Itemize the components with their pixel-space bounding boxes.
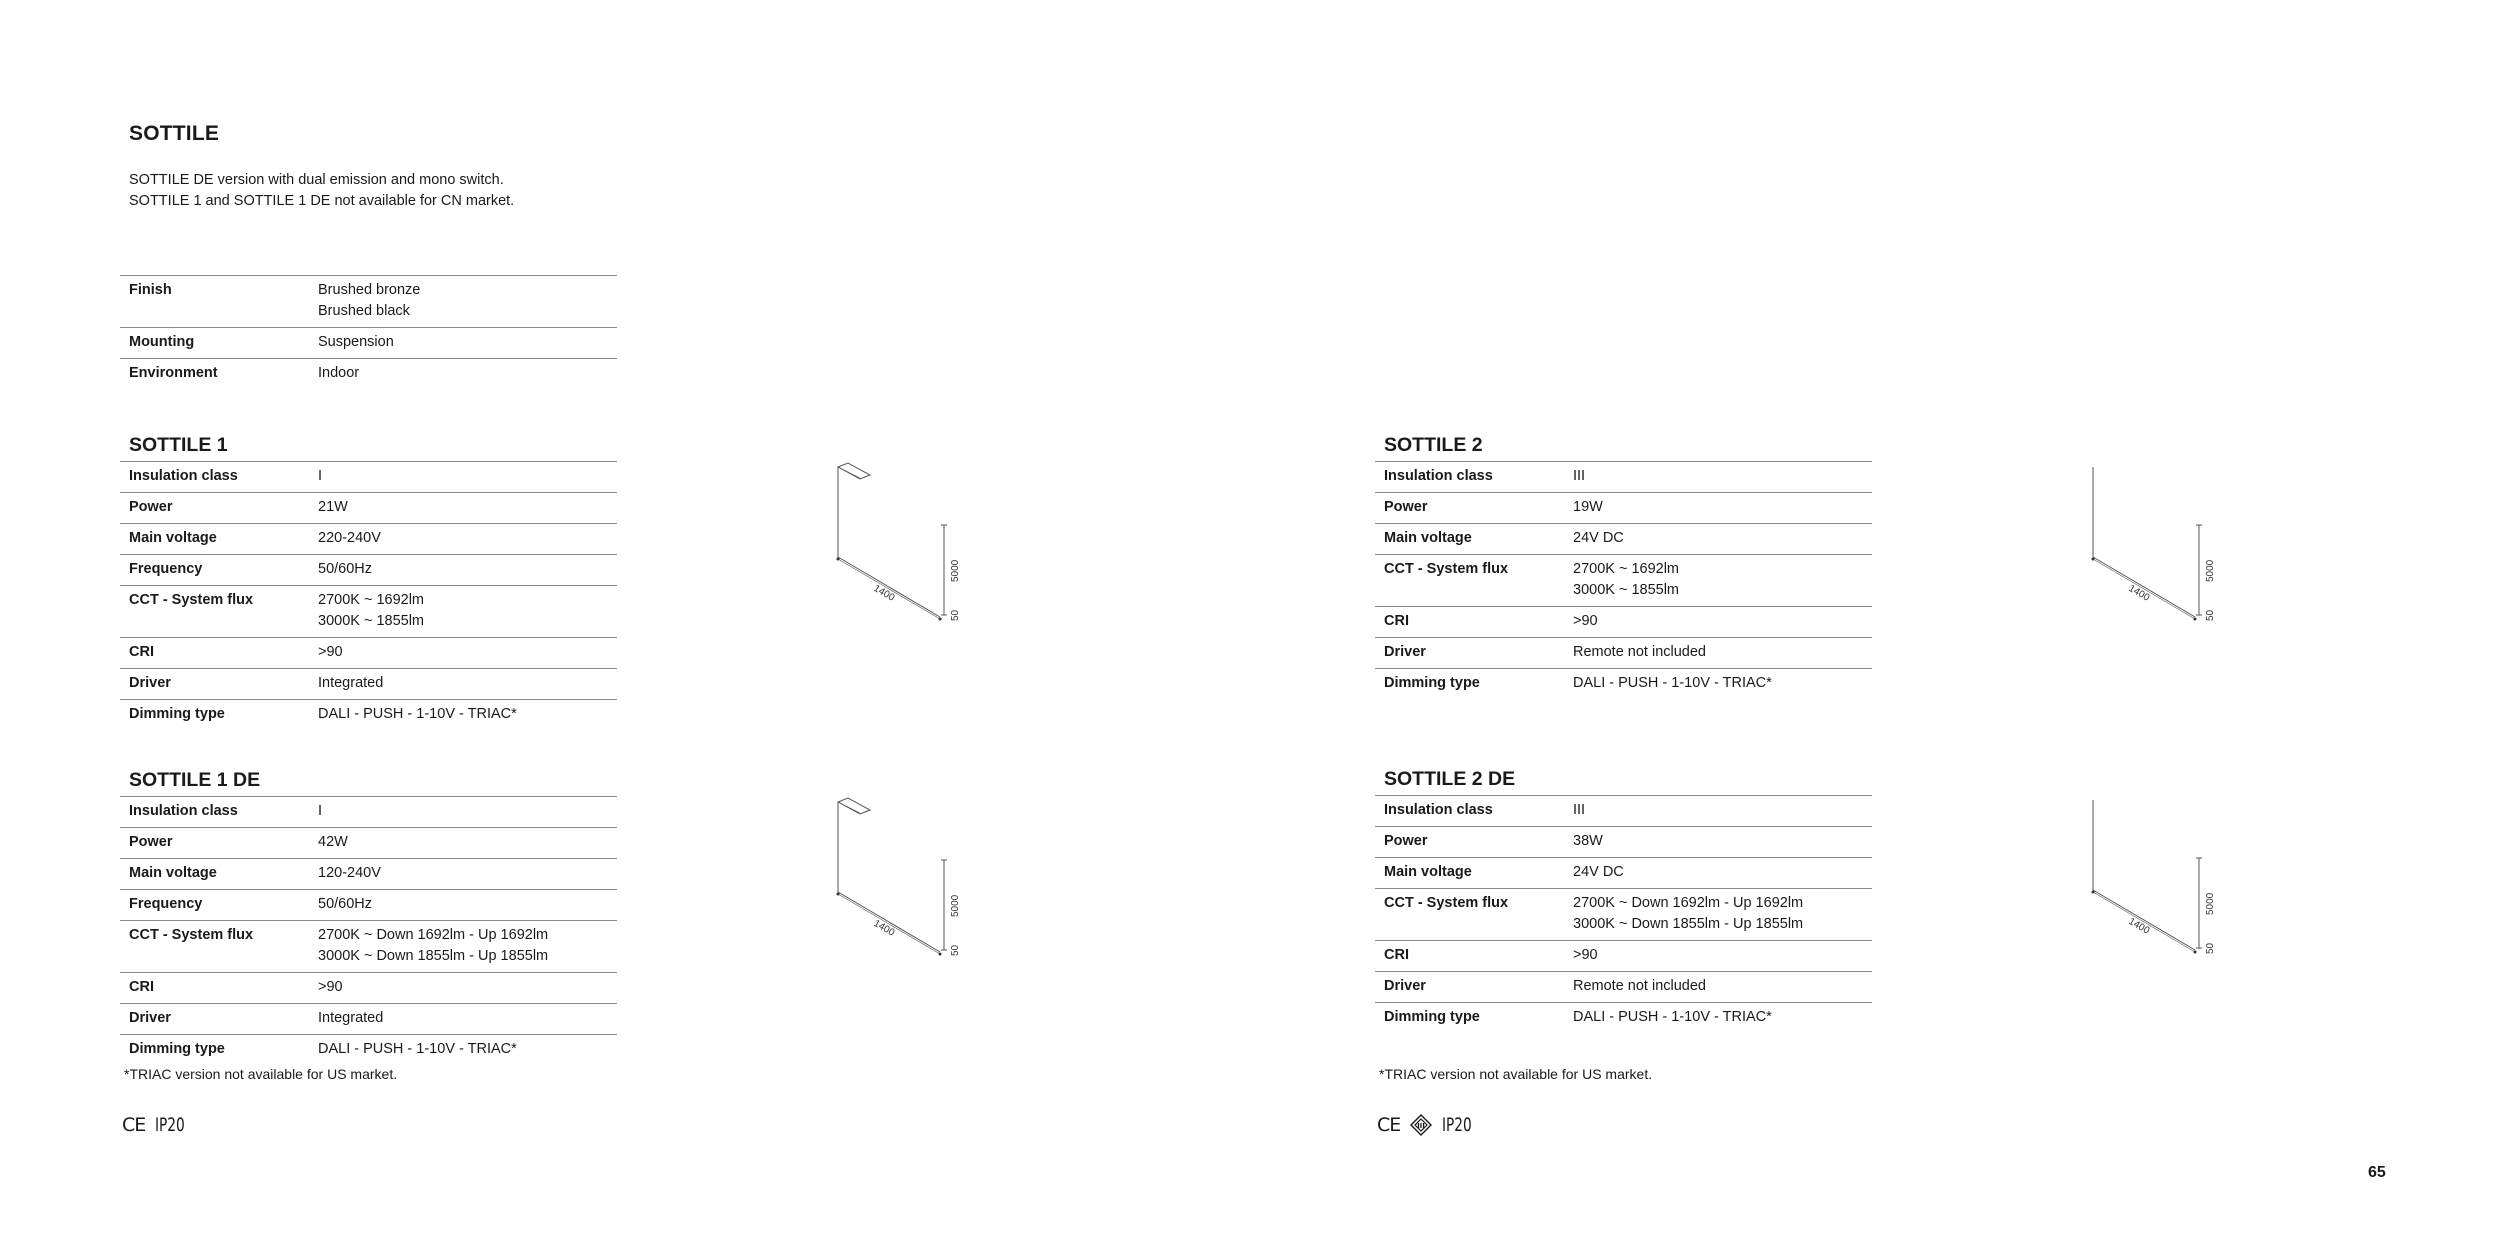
spec-value-line: 3000K ~ Down 1855lm - Up 1855lm (318, 948, 549, 964)
spec-row (120, 462, 617, 493)
spec-value-line: 3000K ~ Down 1855lm - Up 1855lm (1573, 916, 1804, 932)
spec-value: 19W (1573, 499, 1603, 515)
pendant-drawing-sottile-2 (2075, 455, 2235, 635)
spec-label: Dimming type (129, 706, 225, 722)
spec-value: DALI - PUSH - 1-10V - TRIAC* (1573, 675, 1772, 691)
dimension-depth: 50 (950, 609, 961, 621)
spec-row (1375, 1003, 1872, 1033)
spec-value-line: 2700K ~ Down 1692lm - Up 1692lm (1573, 895, 1804, 911)
spec-label: CRI (1384, 613, 1409, 629)
spec-label: Main voltage (1384, 530, 1472, 546)
spec-value: >90 (1573, 947, 1598, 963)
spec-label: Dimming type (1384, 675, 1480, 691)
spec-row (120, 1004, 617, 1035)
dimension-height: 5000 (950, 894, 961, 917)
section-title-sottile-2: SOTTILE 2 (1384, 434, 1483, 456)
spec-value-line: Brushed bronze (318, 282, 421, 298)
dimension-length: 1400 (871, 918, 897, 939)
spec-row (120, 700, 617, 730)
footnote-right: *TRIAC version not available for US market. (1379, 1066, 1653, 1082)
specs-table-sottile-1-de (120, 796, 617, 1065)
spec-value: DALI - PUSH - 1-10V - TRIAC* (318, 706, 517, 722)
spec-label: Power (129, 499, 173, 515)
spec-value: Integrated (318, 1010, 384, 1026)
certifications-right (1377, 1114, 1479, 1136)
spec-value: III (1573, 468, 1586, 484)
intro-line: SOTTILE DE version with dual emission and mono switch. (129, 172, 504, 188)
spec-value: Remote not included (1573, 644, 1706, 660)
dimension-height: 5000 (950, 559, 961, 582)
spec-value: >90 (318, 979, 343, 995)
pendant-drawing-sottile-1 (820, 455, 980, 635)
spec-label: Environment (129, 365, 218, 381)
spec-value: 120-240V (318, 865, 381, 881)
spec-label: Driver (129, 1010, 171, 1026)
ip-rating: IP20 (155, 1114, 185, 1136)
spec-row (120, 859, 617, 890)
pendant-drawing-sottile-2-de (2075, 788, 2235, 968)
canopy-icon (838, 798, 870, 814)
footnote-left: *TRIAC version not available for US market. (124, 1066, 398, 1082)
spec-row (120, 638, 617, 669)
section-title-sottile-1-de: SOTTILE 1 DE (129, 769, 261, 791)
spec-label: Frequency (129, 896, 203, 912)
spec-value: 50/60Hz (318, 561, 373, 577)
spec-label: Power (1384, 833, 1428, 849)
spec-value-line: 2700K ~ 1692lm (1573, 561, 1680, 577)
section-title-sottile-2-de: SOTTILE 2 DE (1384, 768, 1516, 790)
dimension-height: 5000 (2205, 892, 2216, 915)
intro-text (129, 170, 514, 212)
spec-value-line: Brushed black (318, 303, 410, 319)
spec-label: Dimming type (129, 1041, 225, 1057)
spec-value: DALI - PUSH - 1-10V - TRIAC* (318, 1041, 517, 1057)
spec-label: Insulation class (129, 803, 238, 819)
intro-line: SOTTILE 1 and SOTTILE 1 DE not available for CN market. (129, 193, 515, 209)
dimension-height: 5000 (2205, 559, 2216, 582)
spec-row (120, 586, 617, 638)
dimension-length: 1400 (2126, 583, 2152, 604)
spec-row-environment (120, 359, 617, 389)
spec-value: 38W (1573, 833, 1603, 849)
spec-label: Insulation class (129, 468, 238, 484)
spec-row (120, 524, 617, 555)
section-title-sottile-1: SOTTILE 1 (129, 434, 228, 456)
spec-row (1375, 941, 1872, 972)
spec-row (120, 1035, 617, 1065)
spec-row-mounting (120, 328, 617, 359)
spec-row (1375, 493, 1872, 524)
spec-label: Main voltage (129, 865, 217, 881)
spec-value: Remote not included (1573, 978, 1706, 994)
canopy-icon (838, 463, 870, 479)
spec-row (1375, 858, 1872, 889)
spec-label: Finish (129, 282, 172, 298)
spec-value: 24V DC (1573, 864, 1624, 880)
spec-row (120, 493, 617, 524)
ce-mark-icon: CE (122, 1114, 146, 1136)
spec-value (318, 590, 617, 632)
spec-value: 50/60Hz (318, 896, 373, 912)
spec-label: Driver (129, 675, 171, 691)
spec-value: Suspension (318, 334, 394, 350)
spec-label: Insulation class (1384, 468, 1493, 484)
spec-value-line: 3000K ~ 1855lm (1573, 582, 1680, 598)
spec-label: Power (1384, 499, 1428, 515)
spec-label: CRI (129, 979, 154, 995)
spec-row (1375, 889, 1872, 941)
svg-text:III: III (1417, 1122, 1426, 1130)
page-number: 65 (2368, 1164, 2386, 1181)
spec-label: CRI (129, 644, 154, 660)
spec-row (1375, 555, 1872, 607)
spec-value: 220-240V (318, 530, 381, 546)
spec-label: CCT - System flux (1384, 561, 1509, 577)
spec-value: I (318, 468, 323, 484)
ce-mark-icon: CE (1377, 1114, 1401, 1136)
spec-row (1375, 524, 1872, 555)
spec-row (1375, 796, 1872, 827)
spec-value: DALI - PUSH - 1-10V - TRIAC* (1573, 1009, 1772, 1025)
specs-table-sottile-2 (1375, 461, 1872, 699)
spec-value-line: 2700K ~ 1692lm (318, 592, 425, 608)
spec-label: Dimming type (1384, 1009, 1480, 1025)
spec-label: Driver (1384, 978, 1426, 994)
pendant-drawing-sottile-1-de (820, 790, 980, 970)
spec-label: CRI (1384, 947, 1409, 963)
spec-value: 21W (318, 499, 348, 515)
spec-label: Main voltage (1384, 864, 1472, 880)
spec-row (1375, 638, 1872, 669)
certifications-left (122, 1114, 192, 1136)
spec-value: 42W (318, 834, 348, 850)
spec-label: CCT - System flux (129, 592, 254, 608)
spec-value-line: 2700K ~ Down 1692lm - Up 1692lm (318, 927, 549, 943)
spec-value: III (1573, 802, 1586, 818)
spec-value (318, 925, 617, 967)
spec-label: Mounting (129, 334, 195, 350)
spec-row (1375, 972, 1872, 1003)
spec-value (1573, 559, 1872, 601)
spec-label: Power (129, 834, 173, 850)
spec-row (120, 669, 617, 700)
spec-row (1375, 827, 1872, 858)
dimension-depth: 50 (2205, 942, 2216, 954)
spec-value: 24V DC (1573, 530, 1624, 546)
spec-value: >90 (1573, 613, 1598, 629)
spec-value (318, 280, 617, 322)
spec-value: Integrated (318, 675, 384, 691)
spec-label: CCT - System flux (1384, 895, 1509, 911)
ip-rating: IP20 (1442, 1114, 1472, 1136)
spec-row-finish (120, 276, 617, 328)
spec-row (120, 921, 617, 973)
spec-row (1375, 607, 1872, 638)
spec-value: >90 (318, 644, 343, 660)
spec-row (120, 555, 617, 586)
spec-label: Main voltage (129, 530, 217, 546)
spec-value: I (318, 803, 323, 819)
dimension-depth: 50 (950, 944, 961, 956)
class-iii-icon (1410, 1114, 1432, 1136)
general-specs-table (120, 275, 617, 389)
specs-table-sottile-2-de (1375, 795, 1872, 1033)
spec-row (120, 973, 617, 1004)
spec-label: Insulation class (1384, 802, 1493, 818)
spec-row (120, 890, 617, 921)
spec-label: CCT - System flux (129, 927, 254, 943)
page-title: SOTTILE (129, 122, 220, 145)
spec-value-line: 3000K ~ 1855lm (318, 613, 425, 629)
spec-row (1375, 669, 1872, 699)
spec-value: Indoor (318, 365, 360, 381)
dimension-length: 1400 (2126, 916, 2152, 937)
specs-table-sottile-1 (120, 461, 617, 730)
dimension-depth: 50 (2205, 609, 2216, 621)
spec-row (1375, 462, 1872, 493)
dimension-length: 1400 (871, 583, 897, 604)
spec-row (120, 797, 617, 828)
spec-label: Driver (1384, 644, 1426, 660)
spec-row (120, 828, 617, 859)
spec-value (1573, 893, 1872, 935)
spec-label: Frequency (129, 561, 203, 577)
